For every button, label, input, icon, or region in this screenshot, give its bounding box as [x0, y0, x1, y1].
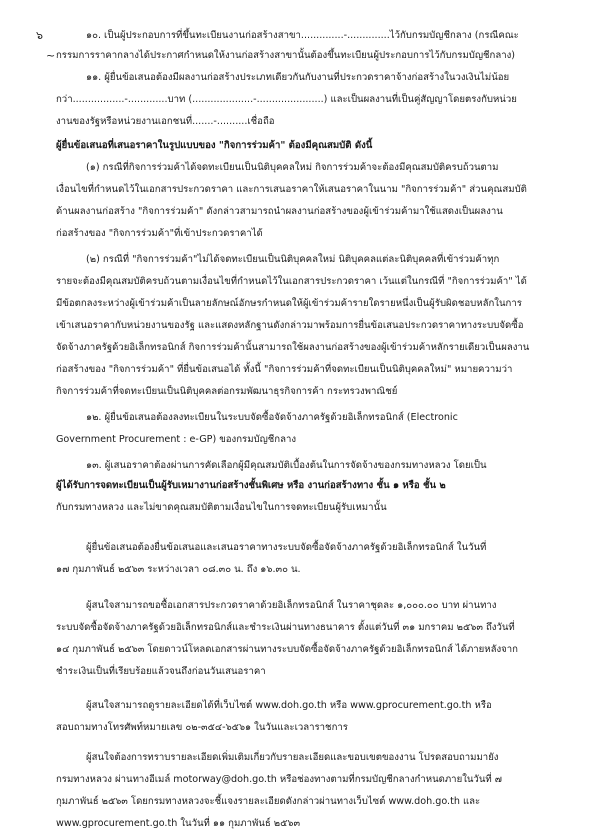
purchase-line-4: ชำระเงินเป็นที่เรียบร้อยแล้วจนถึงก่อนวันเสนอราคา — [56, 666, 266, 677]
submission-line-1: ผู้ยื่นข้อเสนอต้องยื่นข้อเสนอและเสนอราคาทางระบบจัดซื้อจัดจ้างภาครัฐด้วยอิเล็กทรอนิกส์ ในวันที่ — [86, 542, 487, 553]
joint-venture-heading: ผู้ยื่นข้อเสนอที่เสนอราคาในรูปแบบของ "กิจการร่วมค้า" ต้องมีคุณสมบัติ ดังนี้ — [56, 140, 373, 151]
submission-line-2: ๑๗ กุมภาพันธ์ ๒๕๖๓ ระหว่างเวลา ๐๘.๓๐ น. ถึง ๑๖.๓๐ น. — [56, 564, 301, 575]
inquiry-line-2: กรมทางหลวง ผ่านทางอีเมล์ motorway@doh.go.th หรือช่องทางตามที่กรมบัญชีกลางกำหนดภายในวันที่ ๗ — [56, 774, 502, 785]
inquiry-line-1: ผู้สนใจต้องการทราบรายละเอียดเพิ่มเติมเกี่ยวกับรายละเอียดและขอบเขตของงาน โปรดสอบถามมายัง — [86, 752, 499, 763]
website-line-1: ผู้สนใจสามารถดูรายละเอียดได้ที่เว็บไซต์ www.doh.go.th หรือ www.gprocurement.go.th หรือ — [86, 700, 492, 711]
inquiry-line-4: www.gprocurement.go.th ในวันที่ ๑๑ กุมภาพันธ์ ๒๕๖๓ — [56, 818, 301, 829]
margin-mark-b: ~ — [46, 49, 56, 62]
purchase-line-2: ระบบจัดซื้อจัดจ้างภาครัฐด้วยอิเล็กทรอนิกส์และชำระเงินผ่านทางธนาคาร ตั้งแต่วันที่ ๓๑ มกราคม ๒๕๖๓ ถึงวันที่ — [56, 622, 515, 633]
clause-12-line-1: ๑๒. ผู้ยื่นข้อเสนอต้องลงทะเบียนในระบบจัดซื้อจัดจ้างภาครัฐด้วยอิเล็กทรอนิกส์ (Electronic — [86, 412, 458, 423]
clause-13-line-2: ผู้ได้รับการจดทะเบียนเป็นผู้รับเหมางานก่อสร้างชั้นพิเศษ หรือ งานก่อสร้างทาง ชั้น ๑ หรือ ชั้น ๒ — [56, 480, 446, 491]
clause-13-line-3: กับกรมทางหลวง และไม่ขาดคุณสมบัติตามเงื่อนไขในการจดทะเบียนผู้รับเหมานั้น — [56, 502, 387, 513]
clause-11-line-3: งานของรัฐหรือหน่วยงานเอกชนที่.......-..........เชื่อถือ — [56, 116, 275, 127]
purchase-line-1: ผู้สนใจสามารถขอซื้อเอกสารประกวดราคาด้วยอิเล็กทรอนิกส์ ในราคาชุดละ ๑,๐๐๐.๐๐ บาท ผ่านทาง — [86, 600, 497, 611]
clause-12-line-2: Government Procurement : e-GP) ของกรมบัญชีกลาง — [56, 434, 297, 445]
joint-venture-2-line-2: รายจะต้องมีคุณสมบัติครบถ้วนตามเงื่อนไขที่กำหนดไว้ในเอกสารประกวดราคา เว้นแต่ในกรณีที่ "กิจการร่วมค้า" ได้ — [56, 276, 527, 287]
website-line-2: สอบถามทางโทรศัพท์หมายเลข ๐๒-๓๕๔-๖๕๖๑ ในวันและเวลาราชการ — [56, 722, 348, 733]
clause-13-line-1: ๑๓. ผู้เสนอราคาต้องผ่านการคัดเลือกผู้มีคุณสมบัติเบื้องต้นในการจัดจ้างของกรมทางหลวง โดยเป็น — [86, 460, 487, 471]
joint-venture-1-line-4: ก่อสร้างของ "กิจการร่วมค้า"ที่เข้าประกวดราคาได้ — [56, 228, 263, 239]
clause-11-line-1: ๑๑. ผู้ยื่นข้อเสนอต้องมีผลงานก่อสร้างประเภทเดียวกันกับงานที่ประกวดราคาจ้างก่อสร้างในวงเงินไม่น้อย — [86, 72, 510, 83]
joint-venture-2-line-3: มีข้อตกลงระหว่างผู้เข้าร่วมค้าเป็นลายลักษณ์อักษรกำหนดให้ผู้เข้าร่วมค้ารายใดรายหนึ่งเป็นผู้รับผิดชอบหลักในการ — [56, 298, 522, 309]
joint-venture-1-line-2: เงื่อนไขที่กำหนดไว้ในเอกสารประกวดราคา และการเสนอราคาให้เสนอราคาในนาม "กิจการร่วมค้า" ส่วนคุณสมบัติ — [56, 184, 527, 195]
joint-venture-2-line-6: ก่อสร้างของ "กิจการร่วมค้า" ที่ยื่นข้อเสนอได้ ทั้งนี้ "กิจการร่วมค้าที่จดทะเบียนเป็นนิติบุคคลใหม่" หมายความว่า — [56, 364, 513, 375]
joint-venture-1-line-3: ด้านผลงานก่อสร้าง "กิจการร่วมค้า" ดังกล่าวสามารถนำผลงานก่อสร้างของผู้เข้าร่วมค้ามาใช้แสดงเป็นผลงาน — [56, 206, 503, 217]
margin-mark-a: ๖ — [36, 29, 43, 42]
clause-11-line-2: กว่า.................-.............บาท (....................-......................) และเป็นผลงานที่เป็นคู่สัญญาโดยตรงกับหน่วย — [56, 94, 517, 105]
joint-venture-1-line-1: (๑) กรณีที่กิจการร่วมค้าได้จดทะเบียนเป็นนิติบุคคลใหม่ กิจการร่วมค้าจะต้องมีคุณสมบัติครบถ้วนตาม — [86, 162, 499, 173]
clause-10-line-1: ๑๐. เป็นผู้ประกอบการที่ขึ้นทะเบียนงานก่อสร้างสาขา..............-..............ไว้กับกรมบัญชีกลาง (กรณีคณะ — [86, 30, 519, 41]
joint-venture-2-line-4: เข้าเสนอราคากับหน่วยงานของรัฐ และแสดงหลักฐานดังกล่าวมาพร้อมการยื่นข้อเสนอประกวดราคาทางระบบจัดซื้อ — [56, 320, 524, 331]
purchase-line-3: ๑๔ กุมภาพันธ์ ๒๕๖๓ โดยดาวน์โหลดเอกสารผ่านทางระบบจัดซื้อจัดจ้างภาครัฐด้วยอิเล็กทรอนิกส์ ได้ภายหลังจาก — [56, 644, 518, 655]
joint-venture-2-line-1: (๒) กรณีที่ "กิจการร่วมค้า"ไม่ได้จดทะเบียนเป็นนิติบุคคลใหม่ นิติบุคคลแต่ละนิติบุคคลที่เข้าร่วมค้าทุก — [86, 254, 500, 265]
joint-venture-2-line-7: กิจการร่วมค้าที่จดทะเบียนเป็นนิติบุคคลต่อกรมพัฒนาธุรกิจการค้า กระทรวงพาณิชย์ — [56, 386, 398, 397]
inquiry-line-3: กุมภาพันธ์ ๒๕๖๓ โดยกรมทางหลวงจะชี้แจงรายละเอียดดังกล่าวผ่านทางเว็บไซต์ www.doh.go.th และ — [56, 796, 481, 807]
clause-10-line-2: กรรมการราคากลางได้ประกาศกำหนดให้งานก่อสร้างสาขานั้นต้องขึ้นทะเบียนผู้ประกอบการไว้กับกรมบัญชีกลาง) — [56, 50, 516, 61]
joint-venture-2-line-5: จัดจ้างภาครัฐด้วยอิเล็กทรอนิกส์ กิจการร่วมค้านั้นสามารถใช้ผลงานก่อสร้างของผู้เข้าร่วมค้าหลักรายเดียวเป็นผลงาน — [56, 342, 530, 353]
